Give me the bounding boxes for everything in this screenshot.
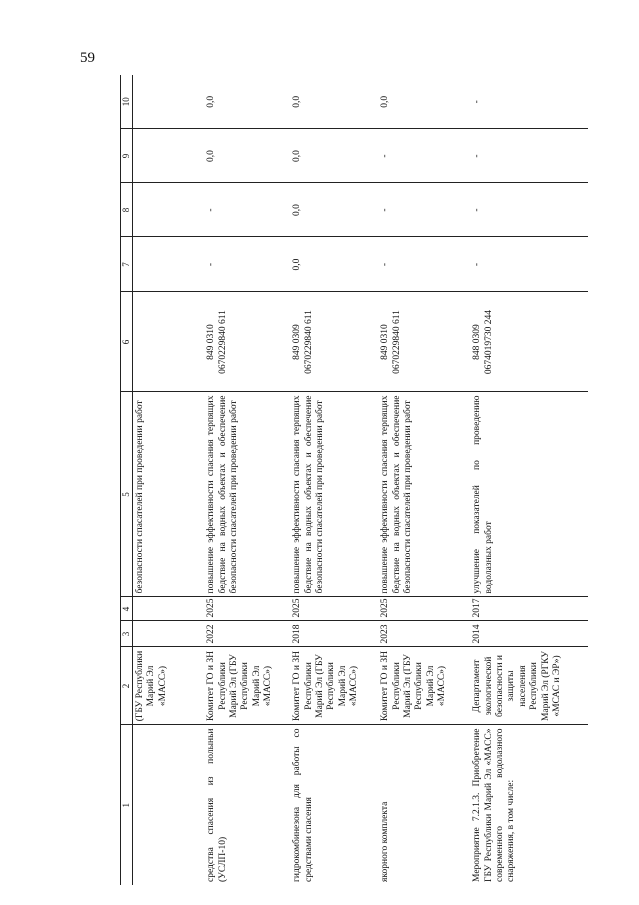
cell-start-year (132, 621, 204, 647)
cell-name: гидрокомбинезона для работы со средствами спасения (292, 728, 314, 882)
cell-start-year: 2023 (378, 621, 470, 647)
cell-executor: Комитет ГО и ЗН Республики Марий Эл (ГБУ Республики Марий Эл «МАСС») (378, 647, 470, 725)
cell-code (290, 292, 378, 392)
cell-value: - (470, 75, 588, 129)
budget-subcode: 0674019730 244 (483, 309, 494, 375)
cell-code (204, 292, 290, 392)
cell-value: 0,0 (290, 183, 378, 237)
budget-subcode: 0670229840 611 (303, 310, 314, 374)
cell-start-year: 2018 (290, 621, 378, 647)
cell-value (132, 75, 204, 129)
cell-name (132, 725, 204, 885)
cell-name: Мероприятие 7.2.1.3. Приобретение ГБУ Республики Марий Эл «МАСС» современного водолазного снаряжения, в том числе: (472, 728, 517, 882)
budget-subcode: 0670229840 611 (391, 310, 402, 374)
cell-executor: Комитет ГО и ЗН Республики Марий Эл (ГБУ Республики Марий Эл «МАСС») (290, 647, 378, 725)
col-header: 1 (121, 725, 133, 885)
cell-executor: Департамент экологической безопасности и защиты населения Республики Марий Эл (РГКУ «МСАС и ЭР») (470, 647, 588, 725)
cell-value: - (470, 183, 588, 237)
cell-value (132, 129, 204, 183)
col-header: 10 (121, 75, 133, 129)
budget-code: 848 0309 (472, 324, 483, 360)
budget-subcode: 0670229840 611 (217, 310, 228, 374)
cell-value: 0,0 (290, 75, 378, 129)
col-header: 2 (121, 647, 133, 725)
cell-value: 0,0 (290, 237, 378, 292)
cell-value: - (470, 237, 588, 292)
col-header: 7 (121, 237, 133, 292)
cell-value: - (378, 129, 470, 183)
cell-value: - (470, 129, 588, 183)
cell-code (470, 292, 588, 392)
cell-start-year: 2014 (470, 621, 588, 647)
cell-name: средства спасения из полыньи (УСЛП-10) (206, 728, 228, 882)
col-header: 8 (121, 183, 133, 237)
cell-result: повышение эффективности спасания терпящих бедствие на водных объектах и обеспечение безопасности спасателей при проведении работ (378, 392, 470, 597)
col-header: 6 (121, 292, 133, 392)
cell-end-year: 2017 (470, 597, 588, 621)
cell-value (132, 237, 204, 292)
budget-code: 849 0310 (380, 324, 391, 360)
cell-end-year: 2025 (378, 597, 470, 621)
cell-value: 0,0 (204, 129, 290, 183)
cell-executor: (ГБУ Республики Марий Эл «МАСС») (132, 647, 204, 725)
rotated-table-page (120, 75, 620, 885)
cell-value: - (204, 183, 290, 237)
cell-value: - (204, 237, 290, 292)
cell-name: якорного комплекта (380, 801, 391, 882)
budget-code: 849 0310 (206, 324, 217, 360)
col-header: 4 (121, 597, 133, 621)
cell-end-year: 2025 (290, 597, 378, 621)
col-header: 3 (121, 621, 133, 647)
cell-end-year (132, 597, 204, 621)
table-row (378, 75, 470, 885)
cell-end-year: 2025 (204, 597, 290, 621)
cell-code (378, 292, 470, 392)
cell-value: 0,0 (204, 75, 290, 129)
cell-value: - (378, 237, 470, 292)
data-table (120, 75, 588, 885)
cell-value: 0,0 (290, 129, 378, 183)
page-number: 59 (80, 50, 95, 66)
col-header: 5 (121, 392, 133, 597)
cell-value: - (378, 183, 470, 237)
cell-value: 0,0 (378, 75, 470, 129)
col-header: 9 (121, 129, 133, 183)
cell-result: повышение эффективности спасания терпящих бедствие на водных объектах и обеспечение безопасности спасателей при проведении работ (204, 392, 290, 597)
table-row (470, 75, 588, 885)
table-row (132, 75, 204, 885)
cell-result: повышение эффективности спасания терпящих бедствие на водных объектах и обеспечение безопасности спасателей при проведении работ (290, 392, 378, 597)
header-row (121, 75, 133, 885)
cell-executor: Комитет ГО и ЗН Республики Марий Эл (ГБУ Республики Марий Эл «МАСС») (204, 647, 290, 725)
table-row (204, 75, 290, 885)
cell-result: безопасности спасателей при проведении работ (132, 392, 204, 597)
cell-code (132, 292, 204, 392)
budget-code: 849 0309 (292, 324, 303, 360)
cell-result: улучшение показателей по проведению водолазных работ (470, 392, 588, 597)
table-row (290, 75, 378, 885)
cell-start-year: 2022 (204, 621, 290, 647)
cell-value (132, 183, 204, 237)
